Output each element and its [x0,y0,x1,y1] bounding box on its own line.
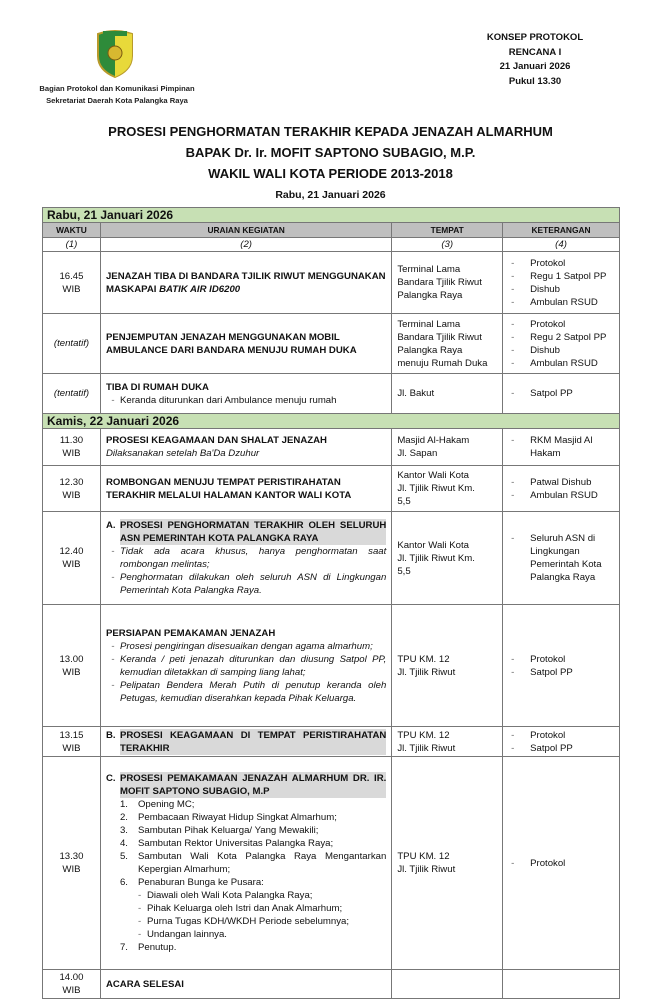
time-text: 12.30 [59,476,84,488]
activity-title-text: PROSESI KEAGAMAAN DAN SHALAT JENAZAH [105,435,327,446]
location-line: Bandara Tjilik Riwut [397,277,482,288]
activity-prefix: C. [105,773,116,784]
numbered-item [106,876,386,941]
location-line: 5,5 [397,496,411,507]
activity-title [106,331,386,357]
time-text: 13.15 [59,729,84,741]
activity-title [106,772,386,798]
remark-item [508,387,614,400]
remarks-cell [503,512,620,605]
remarks-cell [503,757,620,970]
time-text: WIB [62,448,81,459]
remark-dash: - [511,435,515,446]
location-line: Terminal Lama [397,318,461,330]
bullet-text: Tidak ada acara khusus, hanya penghormatan saat rombongan melintas; [119,546,387,570]
activity-cell [100,970,391,999]
organization-name [12,83,222,107]
remark-item [508,318,614,331]
activity-cell [100,466,391,512]
remark-text: Satpol PP [530,388,573,399]
remark-item [508,666,614,679]
document-date: Rabu, 21 Januari 2026 [275,189,386,201]
column-number: (3) [392,238,503,252]
activity-cell [100,252,391,314]
remark-dash: - [511,296,515,308]
activity-cell [100,374,391,414]
location-cell [392,466,503,512]
remark-text: Dishub [530,344,560,356]
item-number: 7. [119,942,128,953]
item-body [138,941,386,954]
remark-item [508,857,614,870]
remarks-cell [503,314,620,374]
time-text: WIB [62,666,81,678]
activity-title-text: TIBA DI RUMAH DUKA [105,381,209,393]
sub-dash: - [137,916,142,927]
title-line: PROSESI PENGHORMATAN TERAKHIR KEPADA JENAZAH ALMARHUM [108,124,553,139]
sub-text: Purna Tugas KDH/WKDH Periode sebelumnya; [146,916,350,927]
location-cell [392,512,503,605]
remark-item [508,476,614,489]
location-cell [392,429,503,466]
schedule-row [43,605,620,727]
bullet-item [106,679,386,705]
schedule-row [43,727,620,757]
activity-cell [100,512,391,605]
numbered-item [106,811,386,824]
time-cell [43,252,101,314]
location-line: Jl. Tjilik Riwut [397,864,456,875]
location-cell [392,314,503,374]
time-text: WIB [62,283,81,295]
remarks-cell [503,970,620,999]
location-cell [392,727,503,757]
day-label: Kamis, 22 Januari 2026 [43,414,620,429]
remark-item [508,357,614,370]
time-text: (tentatif) [53,388,90,399]
activity-note: Dilaksanakan setelah Ba'Da Dzuhur [105,448,260,459]
schedule-row [43,314,620,374]
time-cell [43,314,101,374]
activity-cell [100,429,391,466]
bullet-dash: - [111,546,115,557]
item-text: Opening MC; [137,799,195,810]
location-cell [392,970,503,999]
konsep-line: KONSEP PROTOKOL [486,32,584,43]
sub-text: Undangan lainnya. [146,929,227,940]
remark-item [508,532,614,584]
activity-cell [100,605,391,727]
column-number: (4) [503,238,620,252]
activity-prefix: A. [105,520,116,531]
time-text: WIB [62,864,81,875]
numbered-item [106,941,386,954]
org-line: Bagian Protokol dan Komunikasi Pimpinan [39,84,195,93]
remarks-cell [503,429,620,466]
column-header: TEMPAT [392,223,503,238]
bullet-text: Prosesi pengiringan disesuaikan dengan agama almarhum; [119,640,373,652]
item-number: 6. [119,877,128,888]
remark-dash: - [511,344,515,356]
bullet-item [106,653,386,679]
activity-title [106,434,386,447]
activity-title-text: PERSIAPAN PEMAKAMAN JENAZAH [105,627,276,639]
item-body [138,824,386,837]
activity-title-text: JENAZAH TIBA DI BANDARA TJILIK RIWUT MENGGUNAKAN MASKAPAI BATIK AIR ID6200 [105,270,386,295]
remark-text: Dishub [530,283,560,295]
bullet-text: Keranda diturunkan dari Ambulance menuju rumah [119,394,337,406]
time-cell [43,374,101,414]
numbered-item [106,824,386,837]
remark-text: Protokol [530,857,566,869]
location-cell [392,252,503,314]
location-line: menuju Rumah Duka [397,357,488,369]
time-cell [43,757,101,970]
remark-text: Protokol [530,318,566,330]
item-text: Sambutan Wali Kota Palangka Raya Mengantarkan Kepergian Almarhum; [137,851,387,875]
remark-dash: - [511,283,515,295]
remark-text: Protokol [530,257,566,269]
schedule-row [43,970,620,999]
remark-dash: - [511,533,515,544]
title-line: WAKIL WALI KOTA PERIODE 2013-2018 [208,166,453,181]
location-line: TPU KM. 12 [397,729,450,741]
remark-dash: - [511,318,515,330]
time-text: WIB [62,742,81,754]
remark-text: Satpol PP [530,742,573,754]
time-cell [43,512,101,605]
bullet-item [106,545,386,571]
bullet-item [106,571,386,597]
sub-item [138,889,386,902]
item-body [138,850,386,876]
location-line: Jl. Tjilik Riwut [397,666,456,678]
remark-text: Seluruh ASN di Lingkungan Pemerintah Kota Palangka Raya [530,533,602,583]
location-line: Masjid Al-Hakam [397,435,470,446]
day-label: Rabu, 21 Januari 2026 [43,208,620,223]
activity-title-text: PROSESI PEMAKAMAAN JENAZAH ALMARHUM DR. IR. MOFIT SAPTONO SUBAGIO, M.P [119,773,387,797]
time-cell [43,970,101,999]
time-text: WIB [62,489,81,501]
remark-item [508,489,614,502]
bullet-dash: - [111,653,115,665]
column-header-row [43,223,620,238]
remark-text: Ambulan RSUD [530,296,598,308]
document-title [0,121,661,184]
sub-item [138,915,386,928]
numbered-item [106,837,386,850]
activity-cell [100,757,391,970]
activity-title [106,381,386,394]
activity-title [106,476,386,502]
schedule-row [43,429,620,466]
item-body [138,811,386,824]
remarks-cell [503,466,620,512]
remark-text: Satpol PP [530,666,573,678]
sub-dash: - [137,890,142,901]
remark-item [508,283,614,296]
bullet-item [106,394,386,407]
remark-item [508,434,614,460]
remark-dash: - [511,331,515,343]
location-line: Kantor Wali Kota [397,539,469,551]
item-number: 3. [119,825,128,836]
day-header-row [43,208,620,223]
time-text: 12.40 [59,546,84,557]
remarks-cell [503,374,620,414]
location-line: Jl. Sapan [397,448,438,459]
time-text: (tentatif) [53,338,90,349]
time-text: 13.00 [59,653,84,665]
remark-dash: - [511,257,515,269]
bullet-dash: - [111,394,115,406]
remark-dash: - [511,742,515,754]
schedule-row [43,374,620,414]
item-number: 4. [119,838,128,849]
activity-title [106,978,386,991]
time-cell [43,466,101,512]
konsep-line: Pukul 13.30 [508,75,562,87]
bullet-text: Keranda / peti jenazah diturunkan dan diusung Satpol PP, kemudian diletakkan di samping liang lahat; [119,653,387,678]
activity-title [106,627,386,640]
remark-item [508,331,614,344]
item-body [138,837,386,850]
numbered-item [106,798,386,811]
remark-text: Protokol [530,729,566,741]
remark-dash: - [511,489,515,501]
location-line: TPU KM. 12 [397,653,450,665]
activity-cell [100,314,391,374]
time-text: 14.00 [59,972,84,983]
location-line: Palangka Raya [397,290,463,301]
location-line: Jl. Tjilik Riwut Km. [397,552,475,564]
activity-title-text: ROMBONGAN MENUJU TEMPAT PERISTIRAHATAN TERAKHIR MELALUI HALAMAN KANTOR WALI KOTA [105,476,352,501]
remarks-cell [503,605,620,727]
remark-item [508,296,614,309]
bullet-text: Pelipatan Bendera Merah Putih di penutup keranda oleh Petugas, kemudian diserahkan kepada Pihak Keluarga. [119,679,387,704]
location-line: Terminal Lama [397,264,461,275]
schedule-row [43,252,620,314]
time-cell [43,727,101,757]
column-header: WAKTU [43,223,101,238]
location-line: Jl. Tjilik Riwut Km. [397,483,475,494]
location-line: Kantor Wali Kota [397,470,469,481]
bullet-text: Penghormatan dilakukan oleh seluruh ASN di Lingkungan Pemerintah Kota Palangka Raya. [119,572,387,596]
bullet-dash: - [111,640,115,652]
column-number: (2) [100,238,391,252]
item-text: Sambutan Rektor Universitas Palangka Raya; [137,838,334,849]
remark-dash: - [511,270,515,282]
time-cell [43,605,101,727]
remarks-cell [503,252,620,314]
item-text: Penutup. [137,942,177,953]
remark-dash: - [511,357,515,369]
numbered-item [106,850,386,876]
location-line: Jl. Tjilik Riwut [397,742,456,754]
bullet-dash: - [111,572,115,583]
time-text: WIB [62,985,81,996]
remark-item [508,257,614,270]
remark-text: Ambulan RSUD [530,357,598,369]
time-text: 16.45 [59,270,84,282]
schedule-row [43,512,620,605]
sub-item [138,928,386,941]
activity-title-text: ACARA SELESAI [105,978,184,990]
remark-dash: - [511,388,515,399]
remark-dash: - [511,476,515,488]
location-cell [392,757,503,970]
activity-title-text: PROSESI PENGHORMATAN TERAKHIR OLEH SELURUH ASN PEMERINTAH KOTA PALANGKA RAYA [119,520,387,544]
remark-item [508,270,614,283]
column-number-row [43,238,620,252]
activity-title [106,270,386,296]
document-status [470,31,600,89]
item-text: Pembacaan Riwayat Hidup Singkat Almarhum; [137,812,337,823]
location-line: 5,5 [397,565,411,577]
remark-item [508,742,614,755]
activity-title-italic: BATIK AIR ID6200 [159,283,241,295]
remark-dash: - [511,666,515,678]
column-number: (1) [43,238,101,252]
remarks-cell [503,727,620,757]
activity-title-text: PENJEMPUTAN JENAZAH MENGGUNAKAN MOBIL AMBULANCE DARI BANDARA MENUJU RUMAH DUKA [105,331,357,356]
city-logo [95,28,135,78]
time-text: 13.30 [59,851,84,862]
sub-text: Diawali oleh Wali Kota Palangka Raya; [146,890,313,901]
remark-item [508,344,614,357]
title-line: BAPAK Dr. Ir. MOFIT SAPTONO SUBAGIO, M.P. [185,145,476,160]
column-header: KETERANGAN [503,223,620,238]
konsep-line: RENCANA I [508,46,562,58]
activity-title [106,519,386,545]
time-text: 11.30 [59,435,84,446]
sub-text: Pihak Keluarga oleh Istri dan Anak Almarhum; [146,903,343,914]
remark-item [508,653,614,666]
column-header: URAIAN KEGIATAN [100,223,391,238]
item-body [138,798,386,811]
time-text: WIB [62,559,81,570]
org-line: Sekretariat Daerah Kota Palangka Raya [46,96,188,105]
remark-text: RKM Masjid Al Hakam [530,435,593,459]
item-text: Penaburan Bunga ke Pusara: [137,877,264,888]
bullet-item [106,640,386,653]
item-number: 1. [119,799,128,810]
schedule-row [43,466,620,512]
location-line: Bandara Tjilik Riwut [397,331,482,343]
location-cell [392,605,503,727]
remark-text: Regu 1 Satpol PP [530,270,607,282]
remark-item [508,729,614,742]
remark-dash: - [511,729,515,741]
remark-text: Patwal Dishub [530,476,592,488]
activity-cell [100,727,391,757]
schedule-table [42,207,620,999]
sub-dash: - [137,903,142,914]
location-line: TPU KM. 12 [397,851,450,862]
location-cell [392,374,503,414]
activity-title [106,729,386,755]
location-line: Jl. Bakut [397,388,435,399]
sub-item [138,902,386,915]
remark-dash: - [511,857,515,869]
sub-dash: - [137,929,142,940]
day-header-row [43,414,620,429]
bullet-dash: - [111,679,115,691]
remark-text: Regu 2 Satpol PP [530,331,607,343]
konsep-line: 21 Januari 2026 [499,61,571,72]
remark-dash: - [511,653,515,665]
activity-prefix: B. [105,729,116,741]
item-number: 2. [119,812,128,823]
item-text: Sambutan Pihak Keluarga/ Yang Mewakili; [137,825,319,836]
activity-title-text: PROSESI KEAGAMAAN DI TEMPAT PERISTIRAHATAN TERAKHIR [119,729,387,754]
item-body [138,876,386,941]
location-line: Palangka Raya [397,344,463,356]
time-cell [43,429,101,466]
schedule-row [43,757,620,970]
remark-text: Ambulan RSUD [530,489,598,501]
item-number: 5. [119,851,128,862]
remark-text: Protokol [530,653,566,665]
